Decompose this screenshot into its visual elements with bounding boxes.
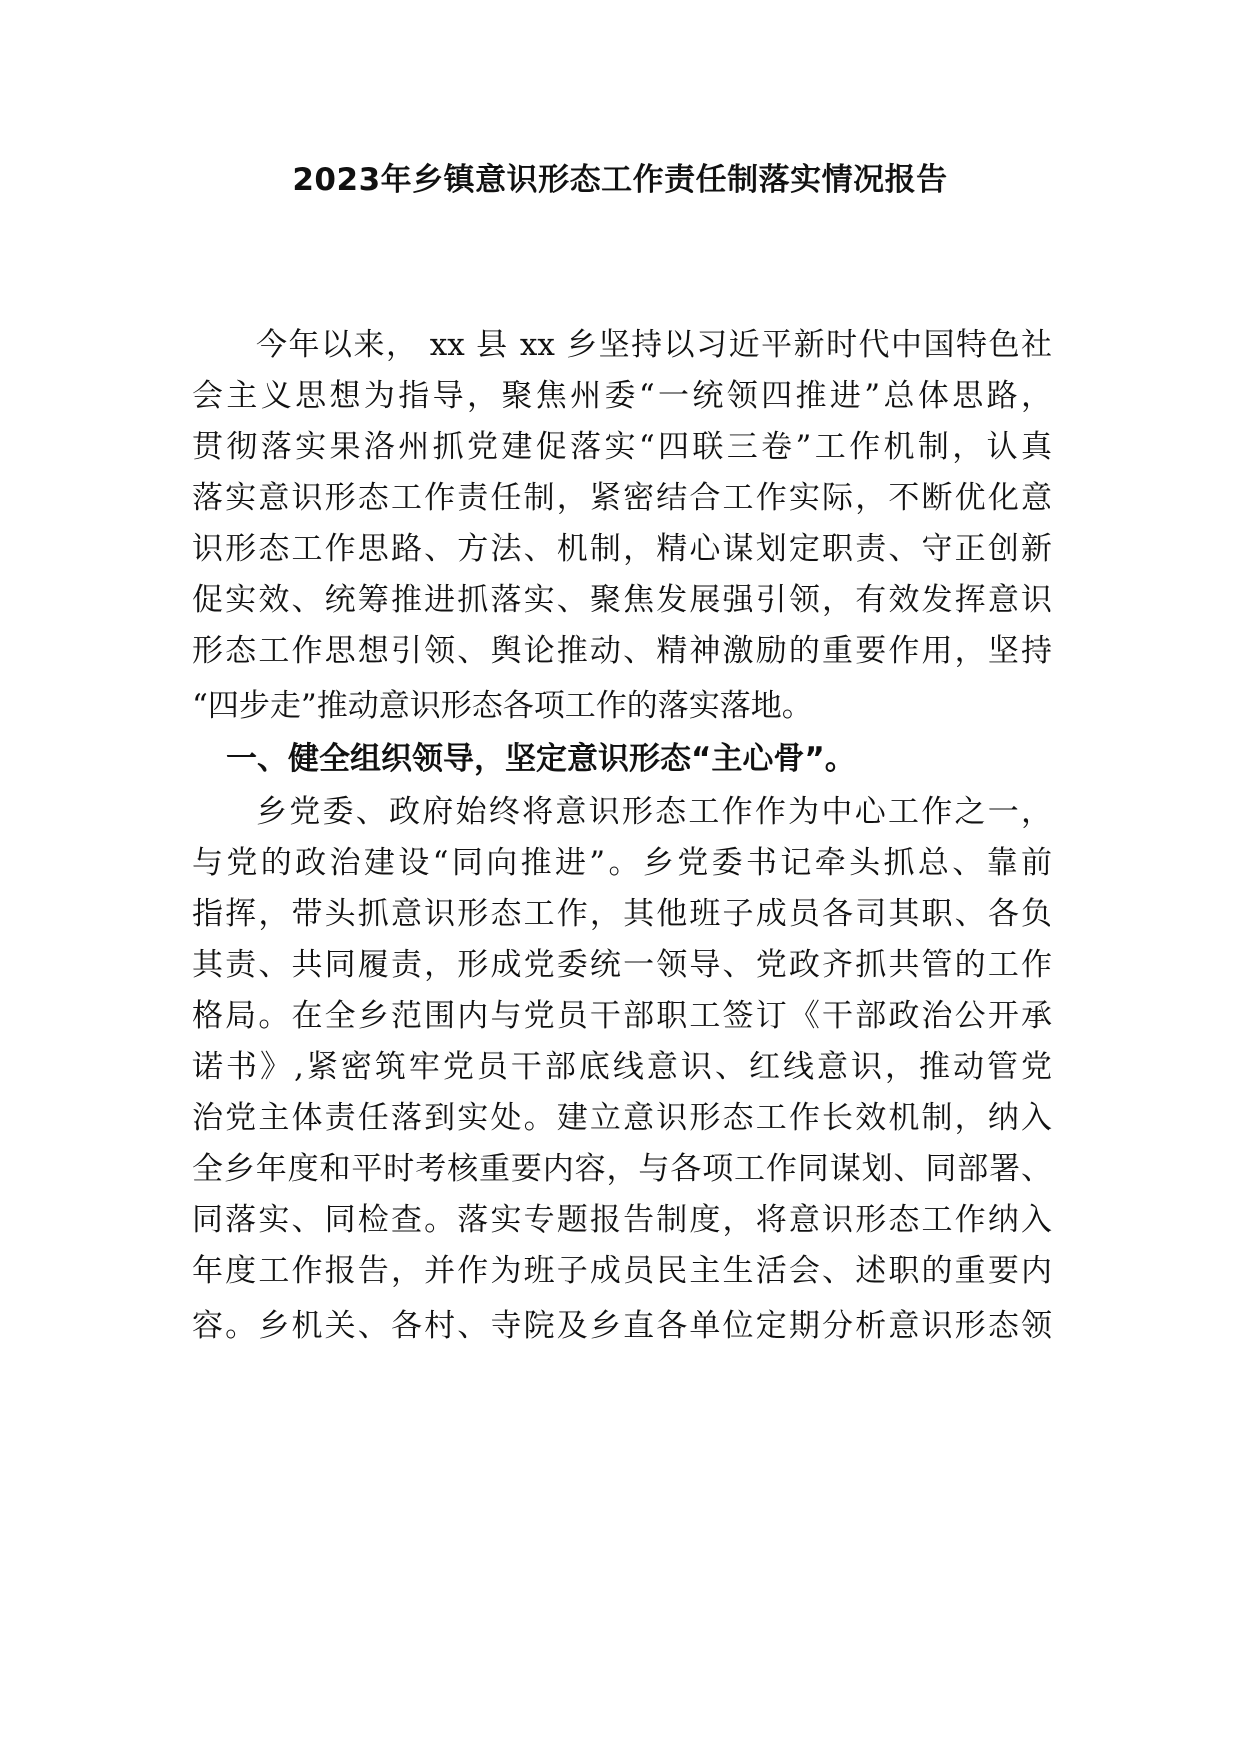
paragraph-line: 容。乡机关、各村、寺院及乡直各单位定期分析意识形态领 xyxy=(192,1308,1052,1344)
document-title: 2023年乡镇意识形态工作责任制落实情况报告 xyxy=(292,162,948,198)
paragraph-line: 乡党委、政府始终将意识形态工作作为中心工作之一， xyxy=(256,794,1052,830)
paragraph-line: 会主义思想为指导，聚焦州委“一统领四推进”总体思路， xyxy=(192,378,1052,414)
section-heading: 一、健全组织领导，坚定意识形态“主心骨”。 xyxy=(226,741,856,777)
paragraph-line: 落实意识形态工作责任制，紧密结合工作实际，不断优化意 xyxy=(192,480,1052,516)
paragraph-line: 格局。在全乡范围内与党员干部职工签订《干部政治公开承 xyxy=(192,998,1052,1034)
paragraph-line: 促实效、统筹推进抓落实、聚焦发展强引领，有效发挥意识 xyxy=(192,582,1052,618)
paragraph-line: 今年以来， xx 县 xx 乡坚持以习近平新时代中国特色社 xyxy=(256,327,1052,363)
paragraph-line: 贯彻落实果洛州抓党建促落实“四联三卷”工作机制，认真 xyxy=(192,429,1052,465)
paragraph-line: 诺书》,紧密筑牢党员干部底线意识、红线意识，推动管党 xyxy=(192,1049,1052,1085)
paragraph-line: 治党主体责任落到实处。建立意识形态工作长效机制，纳入 xyxy=(192,1100,1052,1136)
paragraph-line: 形态工作思想引领、舆论推动、精神激励的重要作用，坚持 xyxy=(192,633,1052,669)
paragraph-line: 年度工作报告，并作为班子成员民主生活会、述职的重要内 xyxy=(192,1253,1052,1289)
paragraph-line: 全乡年度和平时考核重要内容，与各项工作同谋划、同部署、 xyxy=(192,1151,1052,1187)
paragraph-line: 与党的政治建设“同向推进”。乡党委书记牵头抓总、靠前 xyxy=(192,845,1052,881)
paragraph-line: 同落实、同检查。落实专题报告制度，将意识形态工作纳入 xyxy=(192,1202,1052,1238)
paragraph-line: 指挥，带头抓意识形态工作，其他班子成员各司其职、各负 xyxy=(192,896,1052,932)
paragraph-line: “四步走”推动意识形态各项工作的落实落地。 xyxy=(192,688,813,724)
paragraph-line: 其责、共同履责，形成党委统一领导、党政齐抓共管的工作 xyxy=(192,947,1052,983)
paragraph-line: 识形态工作思路、方法、机制，精心谋划定职责、守正创新 xyxy=(192,531,1052,567)
